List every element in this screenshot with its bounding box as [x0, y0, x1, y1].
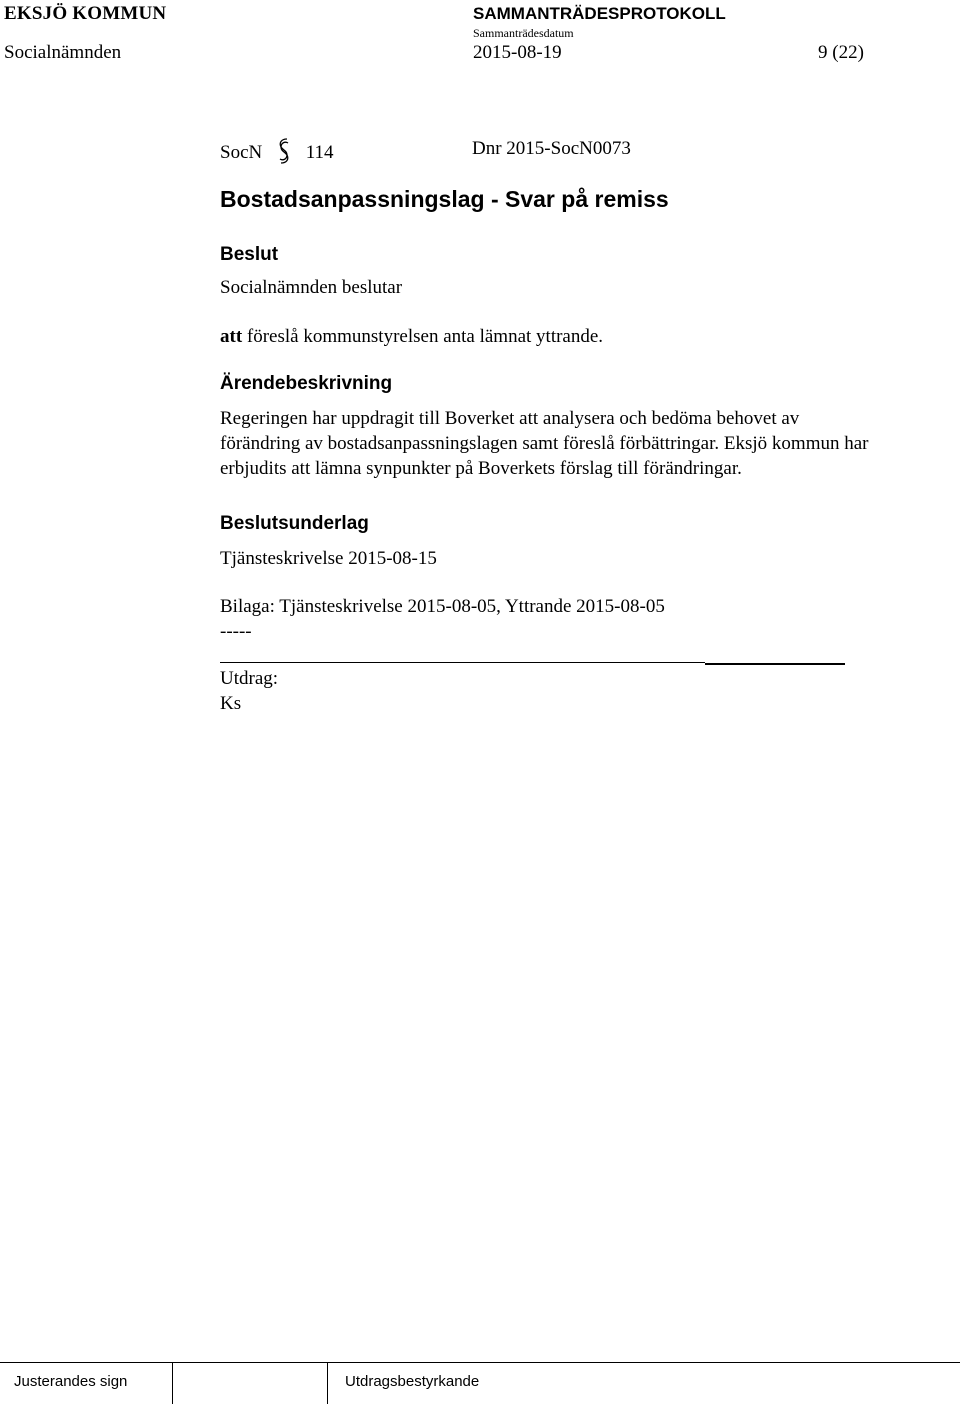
paragraph-number-value: 114	[305, 142, 334, 163]
arende-text-line: förändring av bostadsanpassningslagen samt föreslå förbättringar. Eksjö kommun har	[220, 433, 869, 454]
page-title: Bostadsanpassningslag - Svar på remiss	[220, 186, 669, 212]
beslutsunderlag-item: Tjänsteskrivelse 2015-08-15	[220, 548, 437, 569]
footer-divider	[0, 1362, 960, 1363]
utdrag-label: Utdrag:	[220, 668, 279, 689]
utdrag-recipient: Ks	[220, 693, 242, 714]
committee-name: Socialnämnden	[4, 42, 122, 63]
bilaga-line: Bilaga: Tjänsteskrivelse 2015-08-05, Yttrande 2015-08-05	[220, 596, 665, 617]
att-keyword: att	[220, 326, 243, 347]
divider-line-thick	[705, 663, 845, 665]
beslut-heading: Beslut	[220, 244, 279, 265]
separator-dashes: -----	[220, 621, 252, 642]
arendebeskrivning-heading: Ärendebeskrivning	[220, 373, 393, 394]
page-number: 9 (22)	[818, 42, 864, 63]
paragraph-number	[220, 138, 334, 164]
divider-line	[220, 662, 705, 663]
arende-text-line: erbjudits att lämna synpunkter på Boverkets förslag till förändringar.	[220, 458, 742, 479]
footer-sign-label: Justerandes sign	[14, 1373, 128, 1390]
paragraph-prefix: SocN	[220, 142, 263, 163]
footer-column-divider	[172, 1362, 173, 1404]
beslut-intro: Socialnämnden beslutar	[220, 277, 403, 298]
beslutsunderlag-heading: Beslutsunderlag	[220, 513, 369, 534]
meeting-date: 2015-08-19	[473, 42, 562, 63]
beslut-att-clause	[220, 326, 603, 348]
section-sign-icon	[271, 138, 297, 164]
footer-column-divider	[327, 1362, 328, 1404]
arende-text-line: Regeringen har uppdragit till Boverket att analysera och bedöma behovet av	[220, 408, 800, 429]
organization-name: EKSJÖ KOMMUN	[4, 3, 167, 24]
document-type: SAMMANTRÄDESPROTOKOLL	[473, 4, 726, 23]
meeting-date-label: Sammanträdesdatum	[473, 26, 574, 40]
diary-number: Dnr 2015-SocN0073	[472, 138, 631, 159]
footer-utdrag-label: Utdragsbestyrkande	[345, 1373, 480, 1390]
att-text: föreslå kommunstyrelsen anta lämnat yttrande.	[242, 326, 604, 347]
